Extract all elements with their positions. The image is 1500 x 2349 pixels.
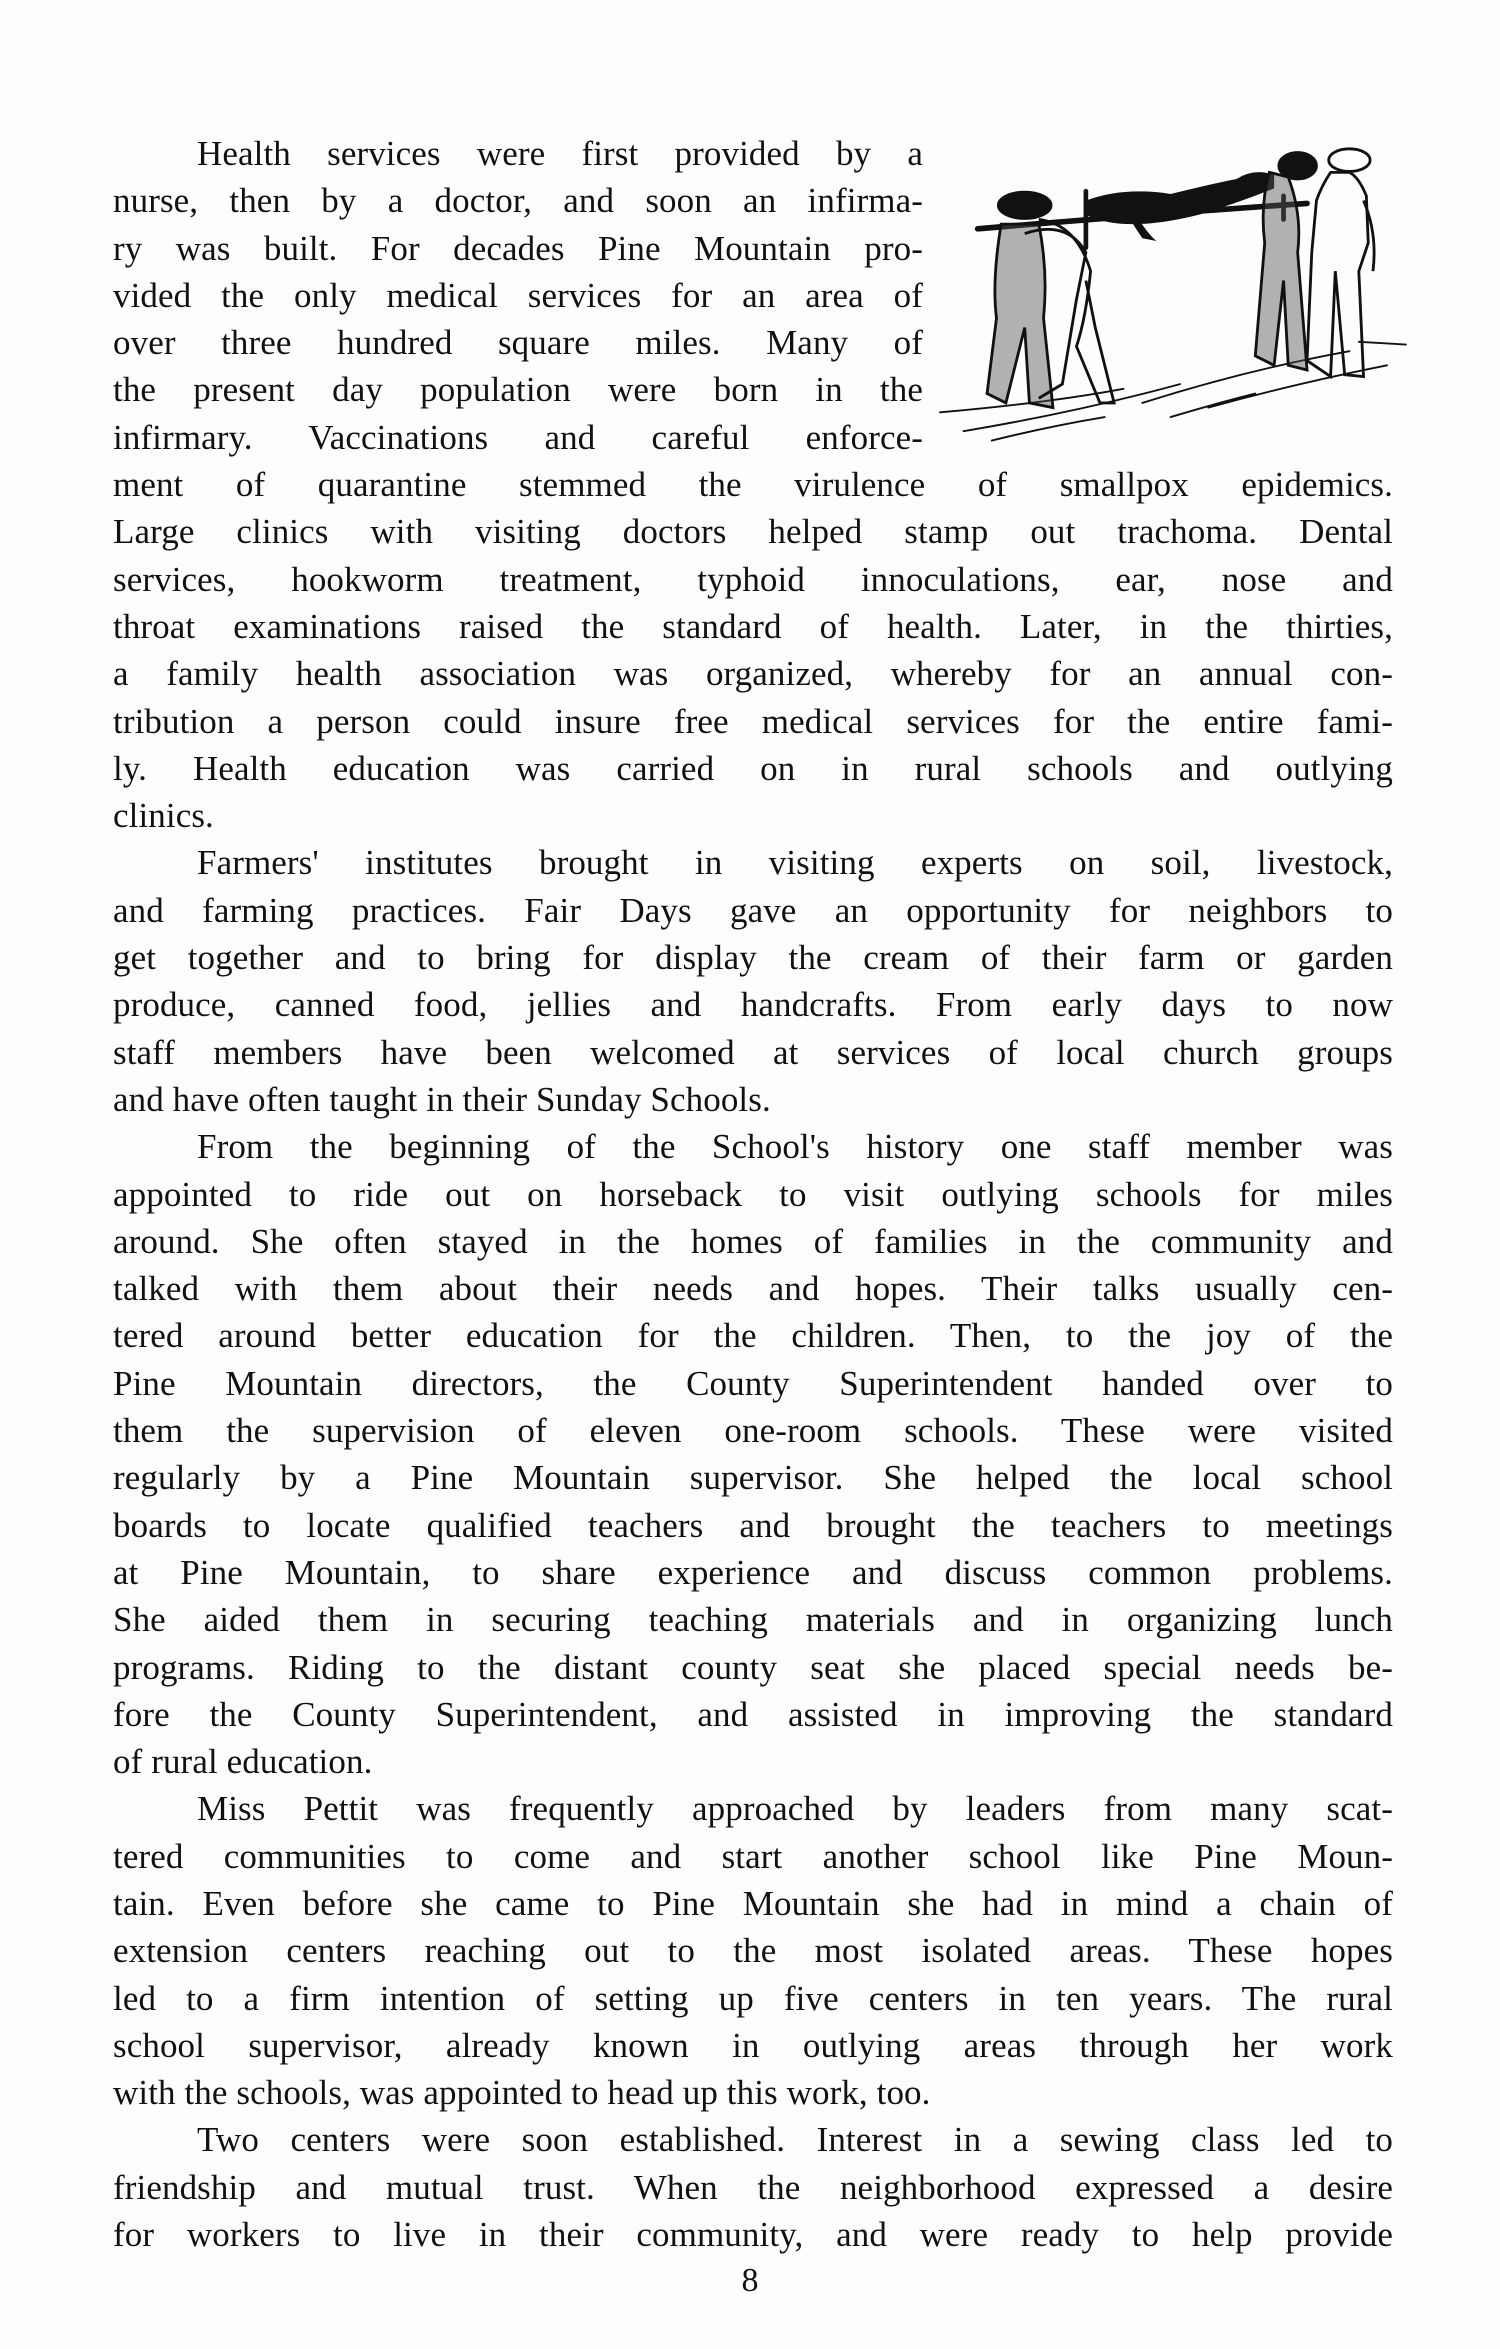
text-line: ly. Health education was carried on in rural schools and outlying xyxy=(113,748,1393,788)
text-line: around. She often stayed in the homes of families in the community and xyxy=(113,1221,1393,1261)
body-text xyxy=(113,130,1393,2258)
text-line: the present day population were born in the xyxy=(113,370,923,410)
text-line: programs. Riding to the distant county seat she placed special needs be- xyxy=(113,1647,1393,1687)
text-line: for workers to live in their community, and were ready to help provide xyxy=(113,2215,1393,2255)
text-line: throat examinations raised the standard of health. Later, in the thirties, xyxy=(113,606,1393,646)
text-line: Large clinics with visiting doctors helped stamp out trachoma. Dental xyxy=(113,512,1393,552)
text-line: appointed to ride out on horseback to visit outlying schools for miles xyxy=(113,1174,1393,1214)
text-line: led to a firm intention of setting up five centers in ten years. The rural xyxy=(113,1978,1393,2018)
text-line: of rural education. xyxy=(113,1742,373,1782)
text-line: Miss Pettit was frequently approached by leaders from many scat- xyxy=(197,1789,1393,1829)
text-line: staff members have been welcomed at services of local church groups xyxy=(113,1032,1393,1072)
paragraph xyxy=(113,1785,1393,2116)
text-line: and farming practices. Fair Days gave an opportunity for neighbors to xyxy=(113,890,1393,930)
page-number: 8 xyxy=(741,2262,759,2299)
text-line: regularly by a Pine Mountain supervisor. She helped the local school xyxy=(113,1458,1393,1498)
text-line: friendship and mutual trust. When the neighborhood expressed a desire xyxy=(113,2167,1393,2207)
text-line: tain. Even before she came to Pine Mountain she had in mind a chain of xyxy=(113,1883,1393,1923)
text-line: tered around better education for the children. Then, to the joy of the xyxy=(113,1316,1393,1356)
text-line: services, hookworm treatment, typhoid innoculations, ear, nose and xyxy=(113,559,1393,599)
text-line: Two centers were soon established. Interest in a sewing class led to xyxy=(197,2120,1393,2160)
text-line: vided the only medical services for an area of xyxy=(113,275,923,315)
text-line: with the schools, was appointed to head up this work, too. xyxy=(113,2073,931,2113)
text-line: She aided them in securing teaching materials and in organizing lunch xyxy=(113,1600,1393,1640)
paragraph xyxy=(113,2116,1393,2258)
text-line: extension centers reaching out to the most isolated areas. These hopes xyxy=(113,1931,1393,1971)
text-line: boards to locate qualified teachers and brought the teachers to meetings xyxy=(113,1505,1393,1545)
text-line: them the supervision of eleven one-room schools. These were visited xyxy=(113,1411,1393,1451)
text-line: tribution a person could insure free medical services for the entire fami- xyxy=(113,701,1393,741)
text-line: nurse, then by a doctor, and soon an infirma- xyxy=(113,181,923,221)
text-line: ry was built. For decades Pine Mountain pro- xyxy=(113,228,923,268)
text-line: Farmers' institutes brought in visiting experts on soil, livestock, xyxy=(197,843,1393,883)
text-line: talked with them about their needs and hopes. Their talks usually cen- xyxy=(113,1269,1393,1309)
text-line: clinics. xyxy=(113,796,214,836)
text-line: produce, canned food, jellies and handcrafts. From early days to now xyxy=(113,985,1393,1025)
text-line: and have often taught in their Sunday Schools. xyxy=(113,1079,771,1119)
text-line: infirmary. Vaccinations and careful enforce- xyxy=(113,417,923,457)
text-line: a family health association was organized, whereby for an annual con- xyxy=(113,654,1393,694)
paragraph xyxy=(113,839,1393,1123)
text-line: Pine Mountain directors, the County Superintendent handed over to xyxy=(113,1363,1393,1403)
text-line: Health services were first provided by a xyxy=(197,134,923,173)
text-line: tered communities to come and start another school like Pine Moun- xyxy=(113,1836,1393,1876)
text-line: get together and to bring for display the cream of their farm or garden xyxy=(113,938,1393,978)
text-line: From the beginning of the School's history one staff member was xyxy=(197,1127,1393,1167)
text-line: at Pine Mountain, to share experience and discuss common problems. xyxy=(113,1552,1393,1592)
text-line: school supervisor, already known in outlying areas through her work xyxy=(113,2025,1393,2065)
paragraph xyxy=(113,130,1393,839)
text-line: over three hundred square miles. Many of xyxy=(113,323,923,363)
paragraph xyxy=(113,1123,1393,1785)
text-line: ment of quarantine stemmed the virulence of smallpox epidemics. xyxy=(113,465,1393,505)
text-line: fore the County Superintendent, and assisted in improving the standard xyxy=(113,1694,1393,1734)
